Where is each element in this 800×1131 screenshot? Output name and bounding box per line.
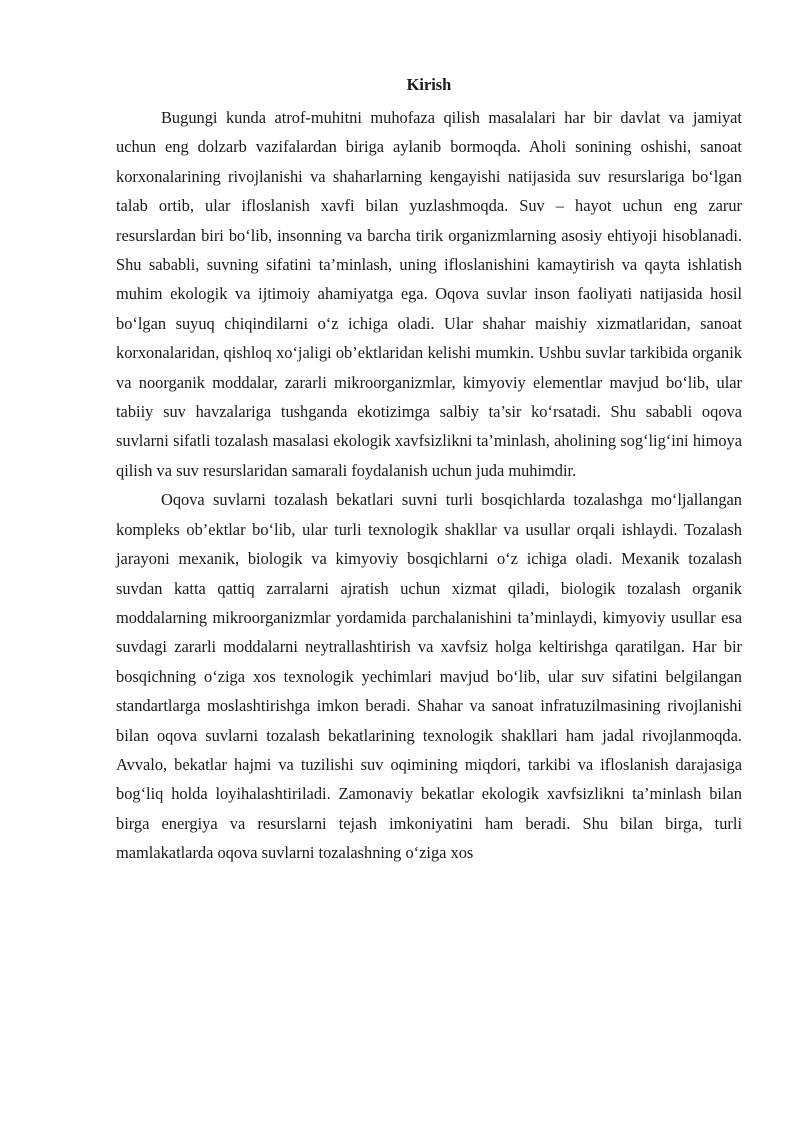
paragraph-treatment-stations: Oqova suvlarni tozalash bekatlari suvni turli bosqichlarda tozalashga mo‘ljallangan kompleks ob’ektlar bo‘lib, ular turli texnologik shakllar va usullar orqali ishlaydi. Tozalash jarayoni mexanik, biologik va kimyoviy bosqichlarni o‘z ichiga oladi. Mexanik tozalash suvdan katta qattiq zarralarni ajratish uchun xizmat qiladi, biologik tozalash organik moddalarning mikroorganizmlar yordamida parchalanishini ta’minlaydi, kimyoviy usullar esa suvdagi zararli moddalarni neytrallashtirish va xavfsiz holga keltirishga qaratilgan. Har bir bosqichning o‘ziga xos texnologik yechimlari mavjud bo‘lib, ular suv sifatini belgilangan standartlarga moslashtirishga imkon beradi. Shahar va sanoat infratuzilmasining rivojlanishi bilan oqova suvlarni tozalash bekatlarining texnologik shakllari ham jadal rivojlanmoqda. Avvalo, bekatlar hajmi va tuzilishi suv oqimining miqdori, tarkibi va ifloslanish darajasiga bog‘liq holda loyihalashtiriladi. Zamonaviy bekatlar ekologik xavfsizlikni ta’minlash bilan birga energiya va resurslarni tejash imkoniyatini ham beradi. Shu bilan birga, turli mamlakatlarda oqova suvlarni tozalashning o‘ziga xos <box>116 490 742 863</box>
document-body <box>116 70 742 868</box>
paragraph-introduction: Bugungi kunda atrof-muhitni muhofaza qilish masalalari har bir davlat va jamiyat uchun eng dolzarb vazifalardan biriga aylanib bormoqda. Aholi sonining oshishi, sanoat korxonalarining rivojlanishi va shaharlarning kengayishi natijasida suv resurslariga bo‘lgan talab ortib, ular ifloslanish xavfi bilan yuzlashmoqda. Suv – hayot uchun eng zarur resurslardan biri bo‘lib, insonning va barcha tirik organizmlarning asosiy ehtiyoji hisoblanadi. Shu sababli, suvning sifatini ta’minlash, uning ifloslanishini kamaytirish va qayta ishlatish muhim ekologik va ijtimoiy ahamiyatga ega. Oqova suvlar inson faoliyati natijasida hosil bo‘lgan suyuq chiqindilarni o‘z ichiga oladi. Ular shahar maishiy xizmatlaridan, sanoat korxonalaridan, qishloq xo‘jaligi ob’ektlaridan kelishi mumkin. Ushbu suvlar tarkibida organik va noorganik moddalar, zararli mikroorganizmlar, kimyoviy elementlar mavjud bo‘lib, ular tabiiy suv havzalariga tushganda ekotizimga salbiy ta’sir ko‘rsatadi. Shu sababli oqova suvlarni sifatli tozalash masalasi ekologik xavfsizlikni ta’minlash, aholining sog‘lig‘ini himoya qilish va suv resurslaridan samarali foydalanish uchun juda muhimdir. <box>116 108 742 480</box>
page-title: Kirish <box>406 75 452 94</box>
